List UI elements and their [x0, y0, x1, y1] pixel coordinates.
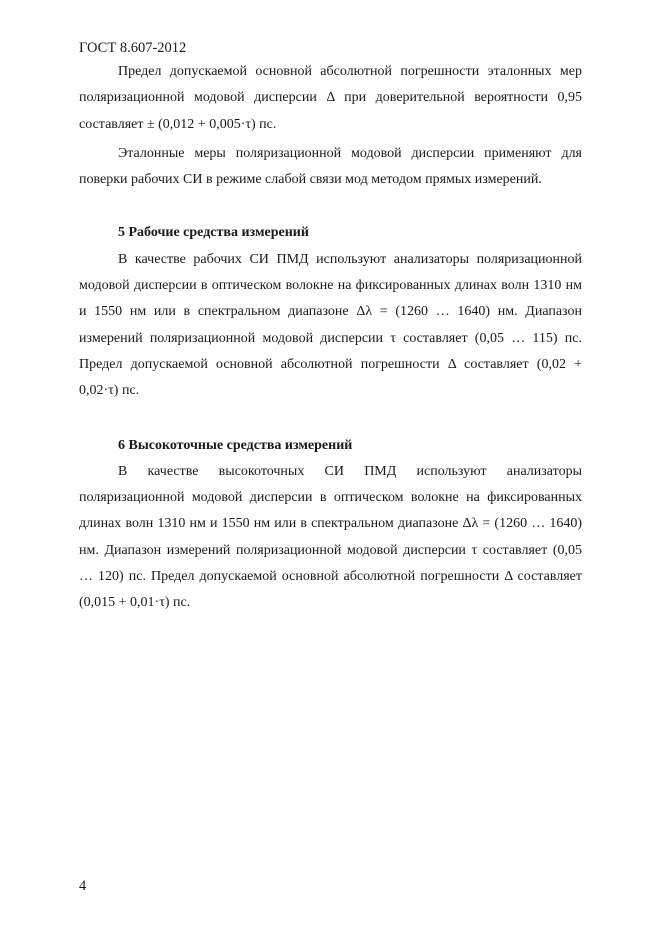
- document-code-header: ГОСТ 8.607-2012: [79, 40, 187, 56]
- paragraph-reference-measure-usage: Эталонные меры поляризационной модовой дисперсии применяют для поверки рабочих СИ в режиме слабой связи мод методом прямых измерений.: [79, 145, 582, 188]
- section-6-paragraph: В качестве высокоточных СИ ПМД используют анализаторы поляризационной модовой дисперсии в оптическом волокне на фиксированных длинах волн 1310 нм и 1550 нм или в спектральном диапазоне Δλ = (1260 … 1640) нм. Диапазон измерений поляризационной модовой дисперсии τ составляет (0,05 … 120) пс. Предел допускаемой основной абсолютной погрешности Δ составляет (0,015 + 0,01·τ) пс.: [79, 463, 582, 611]
- section-5-paragraph: В качестве рабочих СИ ПМД используют анализаторы поляризационной модовой дисперсии в оптическом волокне на фиксированных длинах волн 1310 нм и 1550 нм или в спектральном диапазоне Δλ = (1260 … 1640) нм. Диапазон измерений поляризационной модовой дисперсии τ составляет (0,05 … 115) пс. Предел допускаемой основной абсолютной погрешности Δ составляет (0,02 + 0,02·τ) пс.: [79, 251, 582, 399]
- section-6-heading: 6 Высокоточные средства измерений: [118, 437, 353, 453]
- paragraph-reference-measure-error: Предел допускаемой основной абсолютной погрешности эталонных мер поляризационной модовой дисперсии Δ при доверительной вероятности 0,95 составляет ± (0,012 + 0,005·τ) пс.: [79, 64, 582, 132]
- document-body: [79, 59, 582, 617]
- page-number: 4: [79, 878, 87, 894]
- section-5-heading: 5 Рабочие средства измерений: [118, 225, 309, 241]
